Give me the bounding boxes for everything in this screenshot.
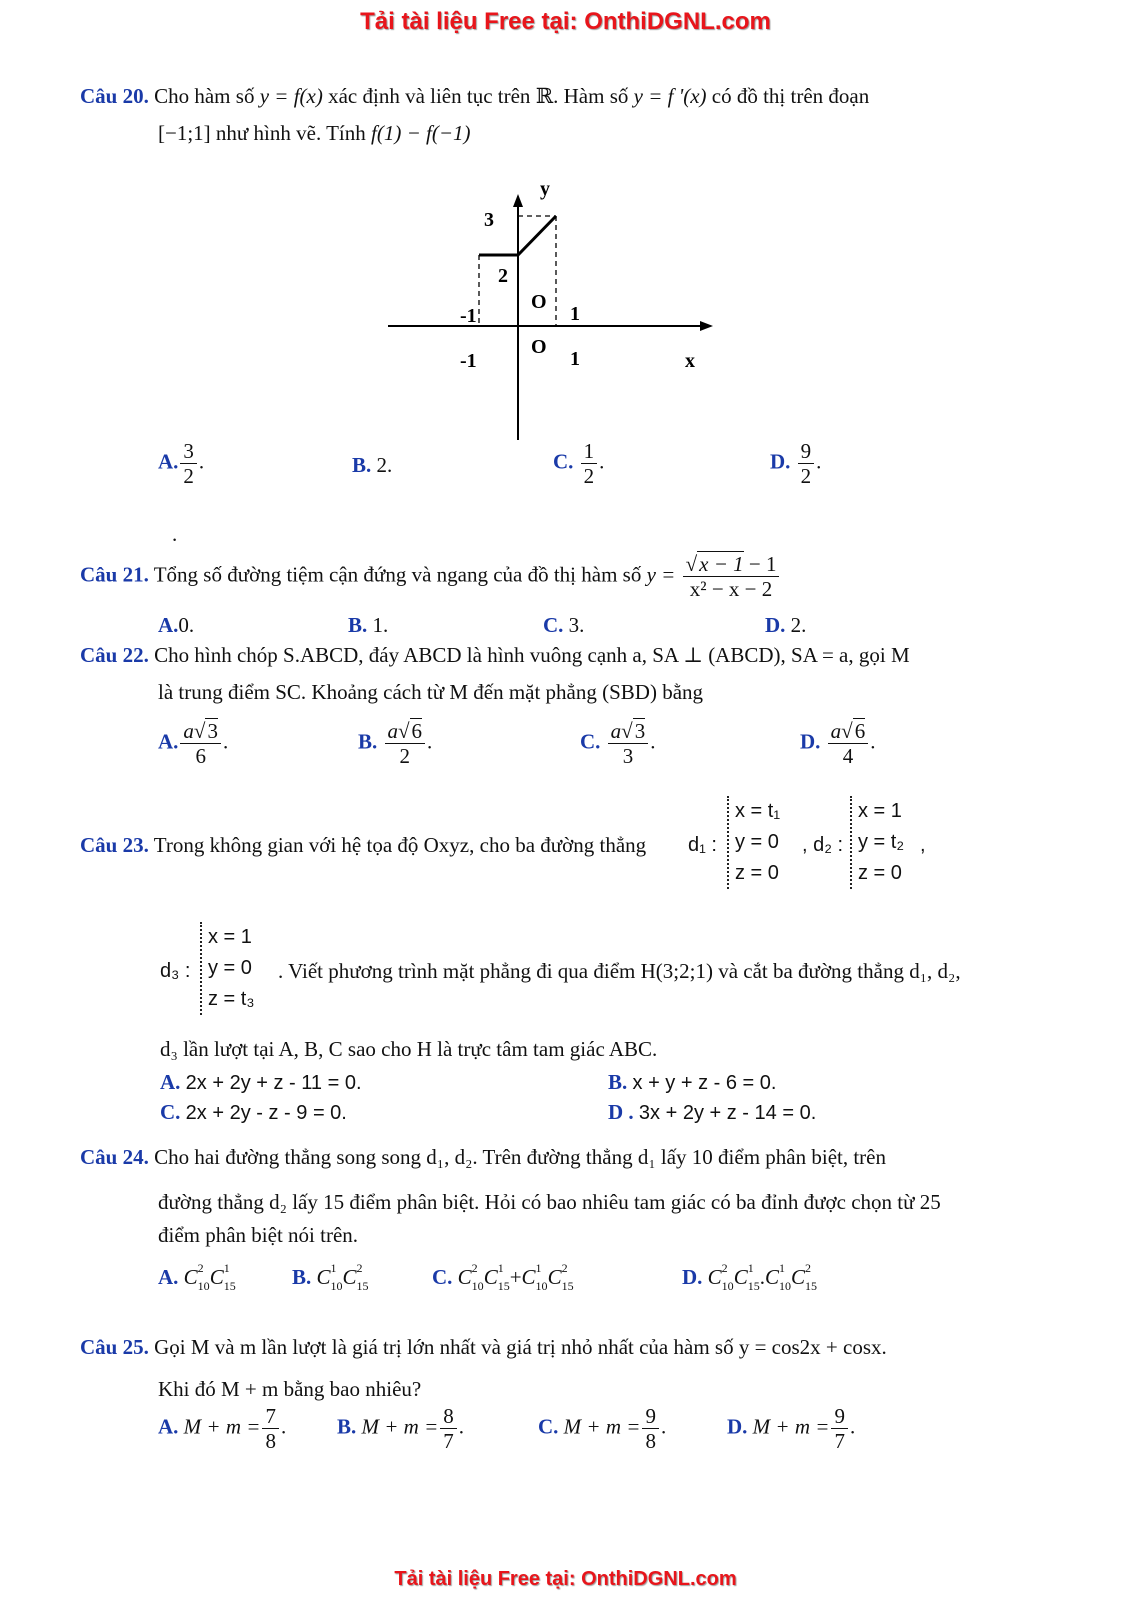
sys-row: y = t₂: [858, 831, 905, 853]
q22-option-a[interactable]: A. $\frac{a√3}{6}$ .: [158, 719, 229, 769]
q24-text: Cho hai đường thẳng song song d₁, d₂. Trên đường thẳng d₁ lấy 10 điểm phân biệt, trên: [154, 1145, 886, 1169]
option-text: 0: [178, 613, 189, 637]
fraction: [180, 720, 221, 767]
combination: C 1 15: [733, 1261, 760, 1293]
combination: C 2 15: [342, 1261, 369, 1293]
q23-d2-label: , d₂ :: [802, 834, 844, 856]
q20-option-d[interactable]: D. $\frac{9}{2}$ .: [770, 439, 822, 489]
radicand: 6: [854, 719, 866, 743]
combination: C 1 15: [483, 1261, 510, 1293]
q24-option-a[interactable]: [158, 1261, 236, 1293]
q25-number: Câu 25.: [80, 1335, 149, 1359]
frac-den: 4: [842, 744, 854, 769]
q24-option-b[interactable]: [292, 1261, 369, 1293]
q25-line2: Khi đó M + m bằng bao nhiêu?: [158, 1377, 422, 1401]
sys-row: z = 0: [735, 862, 779, 884]
q20-text: như hình vẽ. Tính: [210, 121, 371, 145]
label-origin-upper: O: [531, 291, 547, 313]
q24-line2: đường thẳng d₂ lấy 15 điểm phân biệt. Hỏi có bao nhiêu tam giác có ba đỉnh được chọn từ 25: [158, 1190, 941, 1214]
fraction: [828, 720, 869, 767]
q25-option-c[interactable]: C. M + m = $\frac{9}{8}$ .: [538, 1404, 667, 1454]
frac-den: 8: [265, 1429, 276, 1454]
fraction: [642, 1405, 659, 1452]
fraction: [798, 440, 815, 487]
option-label: A.: [158, 449, 179, 474]
frac-num: a√3: [180, 720, 221, 744]
q25-text: Gọi M và m lần lượt là giá trị lớn nhất và giá trị nhỏ nhất của hàm số y = cos2x + cosx.: [154, 1335, 887, 1359]
combination: C 1 10: [316, 1261, 343, 1293]
q20-text: xác định và liên tục trên: [322, 84, 536, 108]
q20-line1: [80, 84, 869, 109]
frac-num: 9: [642, 1405, 659, 1429]
q20-option-b[interactable]: B. 2.: [352, 453, 393, 477]
sys-row: y = 0: [735, 831, 779, 853]
option-label: A.: [158, 1265, 179, 1289]
fraction: [440, 1405, 457, 1452]
frac-den: 2: [399, 744, 411, 769]
header-banner[interactable]: Tải tài liệu Free tại: OnthiDGNL.com: [360, 8, 771, 35]
option-label: B.: [352, 453, 372, 477]
sys-row: y = 0: [208, 957, 252, 979]
frac-num: 9: [798, 440, 815, 464]
q23-option-b[interactable]: [608, 1070, 776, 1095]
q22-option-d[interactable]: D. $\frac{a√6}{4}$ .: [800, 719, 876, 769]
option-label: B.: [608, 1070, 628, 1094]
frac-den: 6: [195, 744, 206, 769]
frac-den: 2: [583, 464, 595, 489]
option-label: A.: [158, 1414, 179, 1439]
radicand: 3: [634, 719, 646, 743]
x-axis-arrow: [700, 321, 713, 331]
q21-number: Câu 21.: [80, 562, 149, 587]
option-label: B.: [337, 1414, 357, 1439]
q20-fprime: y = f '(x): [633, 84, 707, 108]
frac-num: 8: [440, 1405, 457, 1429]
q23-line1-text: [80, 833, 646, 858]
combination: C 2 10: [707, 1261, 734, 1293]
q22-option-c[interactable]: C. $\frac{a√3}{3}$ .: [580, 719, 656, 769]
option-label: C.: [553, 449, 574, 474]
option-label: D .: [608, 1100, 634, 1124]
option-label: B.: [358, 729, 378, 754]
x-label: x: [685, 350, 695, 372]
q24-option-c[interactable]: C. C 2 10 C 1 15 +C 1 10 C 2 15: [432, 1261, 574, 1293]
comma: ,: [920, 834, 926, 856]
option-expr: M + m =: [563, 1414, 641, 1439]
q20-graph: [380, 170, 740, 445]
fraction: [608, 720, 649, 767]
sys-row: z = 0: [858, 862, 902, 884]
option-label: D.: [765, 613, 786, 637]
option-label: C.: [432, 1265, 453, 1289]
q21-numerator: √x − 1 − 1: [683, 553, 780, 577]
q20-number: Câu 20.: [80, 84, 149, 108]
q23-option-a[interactable]: [160, 1070, 362, 1095]
option-text: 3: [568, 613, 580, 637]
fraction: [262, 1405, 279, 1452]
q25-option-d[interactable]: D. M + m = $\frac{9}{7}$ .: [727, 1404, 856, 1454]
q21-option-b[interactable]: B. 1.: [348, 613, 389, 637]
option-text: 2x + 2y + z - 11 = 0.: [185, 1072, 362, 1094]
combination: C 2 10: [183, 1261, 210, 1293]
q23-option-d[interactable]: [608, 1100, 816, 1125]
q22-number: Câu 22.: [80, 643, 149, 667]
frac-num: 9: [831, 1405, 848, 1429]
label-2: 2: [498, 265, 508, 287]
frac-den: 3: [622, 744, 634, 769]
option-expr: M + m =: [752, 1414, 830, 1439]
q20-text: . Hàm số: [553, 84, 634, 108]
fraction: [831, 1405, 848, 1452]
q22-text: Cho hình chóp S.ABCD, đáy ABCD là hình vuông cạnh a, SA ⊥ (ABCD), SA = a, gọi M: [154, 643, 910, 667]
combination: C 2 15: [547, 1261, 574, 1293]
system: [850, 796, 904, 889]
option-label: B.: [292, 1265, 312, 1289]
option-label: D.: [727, 1414, 748, 1439]
sys-row: x = t₁: [735, 800, 781, 822]
option-text: 2: [790, 613, 802, 637]
radicand: 6: [411, 719, 423, 743]
option-label: D.: [800, 729, 821, 754]
option-text: 1: [372, 613, 384, 637]
label-3: 3: [484, 209, 494, 231]
q22-line2: là trung điểm SC. Khoảng cách từ M đến mặt phẳng (SBD) bằng: [158, 680, 704, 704]
combination: C 1 15: [209, 1261, 236, 1293]
q22-option-b[interactable]: B. $\frac{a√6}{2}$ .: [358, 719, 433, 769]
combination: C 1 10: [521, 1261, 548, 1293]
frac-den: 7: [443, 1429, 454, 1454]
frac-num: 3: [180, 440, 197, 464]
option-text: x + y + z - 6 = 0.: [632, 1072, 777, 1094]
system: [200, 922, 255, 1015]
frac-num: a√6: [385, 720, 426, 744]
label-1-upper: 1: [570, 303, 580, 325]
combination: C 2 15: [790, 1261, 817, 1293]
option-label: B.: [348, 613, 368, 637]
q21-fraction: [683, 553, 780, 600]
frac-den: 2: [800, 464, 812, 489]
q23-d1-system: [727, 796, 780, 889]
q23-d1-label: d₁ :: [688, 834, 717, 856]
option-text: 2: [376, 453, 388, 477]
option-label: A.: [158, 729, 179, 754]
option-label: D.: [770, 449, 791, 474]
fraction: [385, 720, 426, 767]
footer-banner[interactable]: Tải tài liệu Free tại: OnthiDGNL.com: [394, 1568, 737, 1590]
q20-option-c[interactable]: C. $\frac{1}{2}$ .: [553, 439, 605, 489]
q25-option-a[interactable]: A. M + m = $\frac{7}{8}$ .: [158, 1404, 287, 1454]
q21-denominator: x² − x − 2: [689, 577, 773, 602]
frac-num: a√6: [828, 720, 869, 744]
q24-option-d[interactable]: D. C 2 10 C 1 15 .C 1 10 C 2 15: [682, 1261, 817, 1293]
q25-option-b[interactable]: B. M + m = $\frac{8}{7}$ .: [337, 1404, 465, 1454]
q23-number: Câu 23.: [80, 833, 149, 857]
q21-line1: [80, 553, 781, 600]
q21-text: Tổng số đường tiệm cận đứng và ngang của đồ thị hàm số: [153, 562, 647, 587]
q21-option-d[interactable]: D. 2.: [765, 613, 807, 637]
frac-den: 7: [834, 1429, 845, 1454]
option-label: C.: [580, 729, 601, 754]
frac-den: 2: [183, 464, 194, 489]
q21-radicand: x − 1: [699, 552, 744, 576]
q23-line3: d₃ lần lượt tại A, B, C sao cho H là trực tâm tam giác ABC.: [160, 1037, 658, 1061]
label-origin-lower: O: [531, 336, 547, 358]
y-axis-arrow: [513, 194, 523, 207]
option-label: A.: [158, 613, 179, 637]
q23-d2-system: [850, 796, 904, 889]
frac-num: 7: [262, 1405, 279, 1429]
frac-num: 1: [581, 440, 598, 464]
q20-expression: f(1) − f(−1): [371, 121, 471, 145]
q20-interval: [−1;1]: [158, 121, 211, 145]
option-text: 3x + 2y + z - 14 = 0.: [638, 1102, 817, 1124]
sys-row: z = t₃: [208, 988, 255, 1010]
q20-set-r: ℝ: [535, 84, 554, 108]
sys-row: x = 1: [208, 926, 252, 948]
q23-option-c[interactable]: [160, 1100, 347, 1125]
q20-f: y = f(x): [259, 84, 323, 108]
q22-line1: [80, 643, 910, 668]
option-label: C.: [538, 1414, 559, 1439]
q23-line2: . Viết phương trình mặt phẳng đi qua điểm H(3;2;1) và cắt ba đường thẳng d₁, d₂,: [278, 959, 961, 983]
q23-d3-label: d₃ :: [160, 960, 191, 982]
q20-option-a[interactable]: A. $\frac{3}{2}$ .: [158, 439, 205, 489]
q21-option-a[interactable]: A.0.: [158, 613, 195, 637]
fraction: [180, 440, 197, 487]
q20-text: Cho hàm số: [154, 84, 260, 108]
option-expr: M + m =: [183, 1414, 261, 1439]
q25-line1: [80, 1335, 887, 1360]
option-label: D.: [682, 1265, 703, 1289]
label-neg1-lower: -1: [460, 350, 477, 372]
q24-line3: điểm phân biệt nói trên.: [158, 1223, 359, 1247]
q23-text: Trong không gian với hệ tọa độ Oxyz, cho ba đường thẳng: [153, 833, 647, 857]
q24-line1: [80, 1145, 886, 1170]
q21-minus: − 1: [743, 552, 777, 576]
stray-dot: .: [172, 522, 178, 546]
radicand: 3: [207, 719, 218, 743]
frac-den: 8: [645, 1429, 656, 1454]
combination: C 1 10: [764, 1261, 791, 1293]
q24-number: Câu 24.: [80, 1145, 149, 1169]
label-1-lower: 1: [570, 348, 580, 370]
q21-y: y =: [646, 562, 676, 587]
q23-d3-system: [200, 922, 255, 1015]
option-label: C.: [543, 613, 564, 637]
q21-option-c[interactable]: C. 3.: [543, 613, 585, 637]
q20-text: có đồ thị trên đoạn: [706, 84, 870, 108]
option-expr: M + m =: [361, 1414, 439, 1439]
system: [727, 796, 780, 889]
frac-num: a√3: [608, 720, 649, 744]
q20-line2: [158, 121, 470, 146]
y-label: y: [540, 178, 550, 200]
option-label: A.: [160, 1070, 181, 1094]
sys-row: x = 1: [858, 800, 902, 822]
option-text: 2x + 2y - z - 9 = 0.: [185, 1102, 347, 1124]
label-neg1-upper: -1: [460, 305, 477, 327]
combination: C 2 10: [457, 1261, 484, 1293]
fraction: [581, 440, 598, 487]
option-label: C.: [160, 1100, 181, 1124]
